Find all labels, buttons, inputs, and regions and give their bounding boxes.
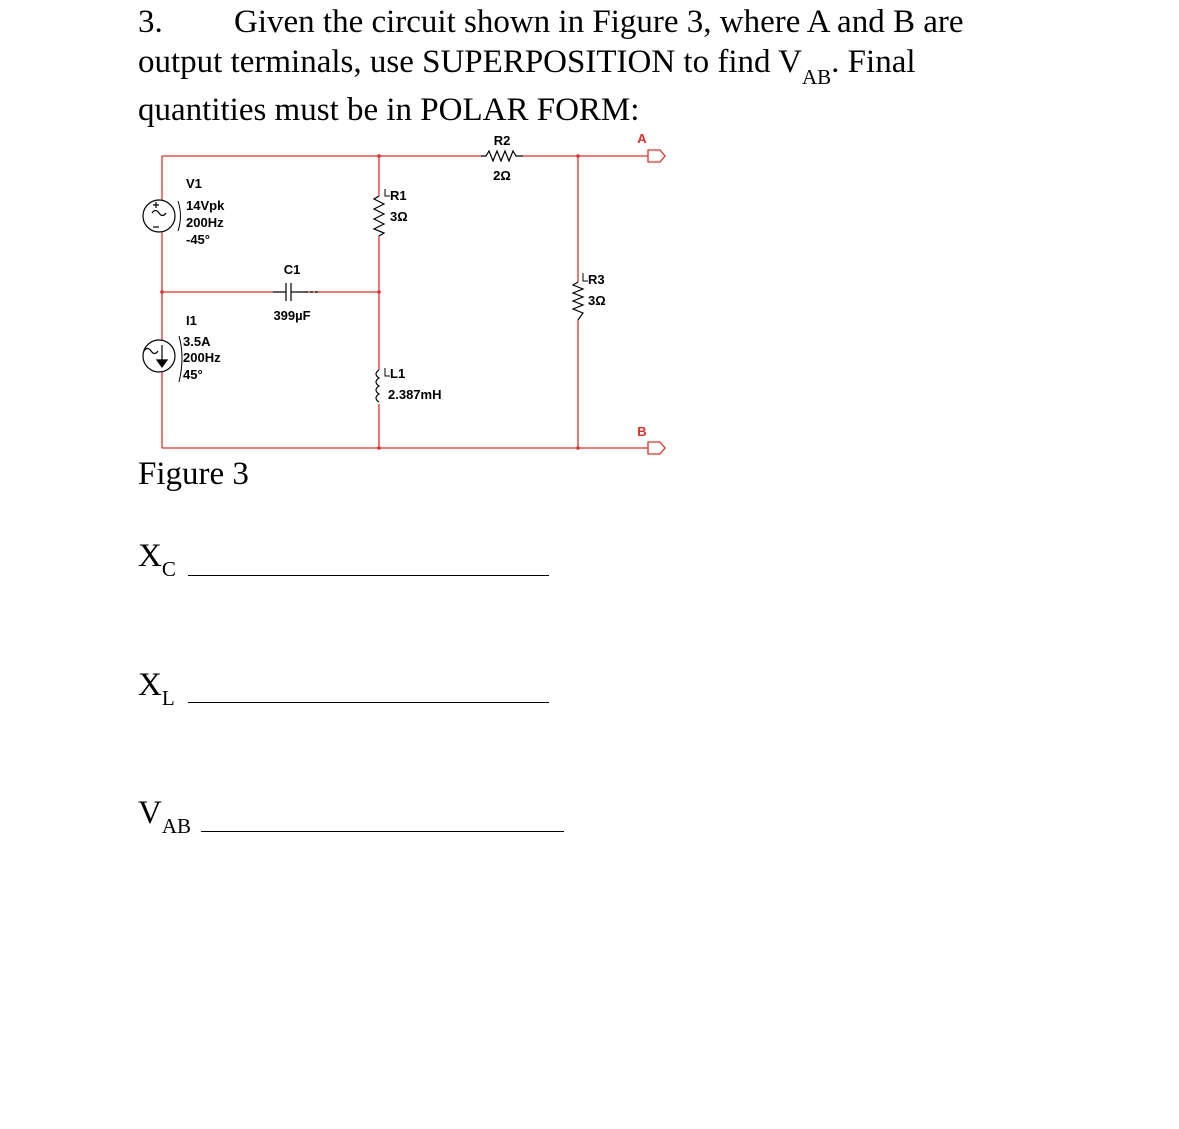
terminal-a-label: A <box>637 131 647 146</box>
problem-line-3: quantities must be in POLAR FORM: <box>138 92 640 128</box>
c1-value: 399µF <box>273 308 311 323</box>
question-number: 3. <box>138 4 163 40</box>
c1-capacitor-symbol <box>273 283 318 301</box>
i1-phase: 45° <box>183 367 203 382</box>
answer-xl-blank[interactable] <box>188 702 549 703</box>
answer-vab-blank[interactable] <box>201 831 564 832</box>
r2-resistor-symbol <box>481 151 523 161</box>
i1-label-bracket <box>179 336 182 382</box>
answer-vab-symbol: V <box>138 795 162 831</box>
junction-dot <box>160 290 164 294</box>
v1-source-symbol <box>143 200 175 232</box>
answer-xc-symbol: X <box>138 538 162 574</box>
junction-dot <box>377 446 381 450</box>
junction-dot <box>576 154 580 158</box>
junction-dot <box>576 446 580 450</box>
answer-xl-subscript: L <box>161 686 175 710</box>
v1-frequency: 200Hz <box>186 215 224 230</box>
answer-xl-symbol: X <box>138 667 162 703</box>
v1-phase: -45° <box>186 232 210 247</box>
problem-text-2-subscript: AB <box>801 65 832 89</box>
terminal-b-label: B <box>637 424 647 439</box>
i1-frequency: 200Hz <box>183 350 221 365</box>
l1-name: L1 <box>390 366 406 381</box>
r2-name: R2 <box>493 133 511 148</box>
r3-value: 3Ω <box>588 293 606 308</box>
terminal-b-connector <box>644 442 665 454</box>
r3-name: R3 <box>588 272 605 287</box>
answer-vab-subscript: AB <box>161 814 192 838</box>
c1-name: C1 <box>283 262 301 277</box>
r1-resistor-symbol <box>374 196 384 236</box>
r1-name: R1 <box>390 188 407 203</box>
junction-dot <box>377 154 381 158</box>
problem-text-1: Given the circuit shown in Figure 3, where A and B are <box>234 4 964 40</box>
answer-xc-blank[interactable] <box>188 575 549 576</box>
circuit-diagram <box>0 0 1179 520</box>
r2-value: 2Ω <box>493 168 511 183</box>
junction-dot <box>377 290 381 294</box>
l1-inductor-symbol <box>376 370 379 402</box>
problem-text-2: output terminals, use SUPERPOSITION to find V <box>138 44 802 80</box>
r1-value: 3Ω <box>390 209 408 224</box>
answer-xc-label <box>138 538 176 581</box>
r3-resistor-symbol <box>573 282 583 320</box>
answer-xl-label <box>138 667 175 710</box>
i1-source-symbol <box>143 340 175 372</box>
problem-text-2-suffix: . Final <box>831 44 916 80</box>
v1-label-bracket <box>178 201 181 231</box>
v1-name: V1 <box>186 176 202 191</box>
figure-caption: Figure 3 <box>138 456 249 492</box>
answer-vab-label <box>138 795 192 838</box>
i1-name: I1 <box>186 313 197 328</box>
i1-amplitude: 3.5A <box>183 334 211 349</box>
l1-value: 2.387mH <box>388 387 442 402</box>
v1-amplitude: 14Vpk <box>186 198 225 213</box>
terminal-a-connector <box>644 150 665 162</box>
answer-xc-subscript: C <box>161 557 176 581</box>
